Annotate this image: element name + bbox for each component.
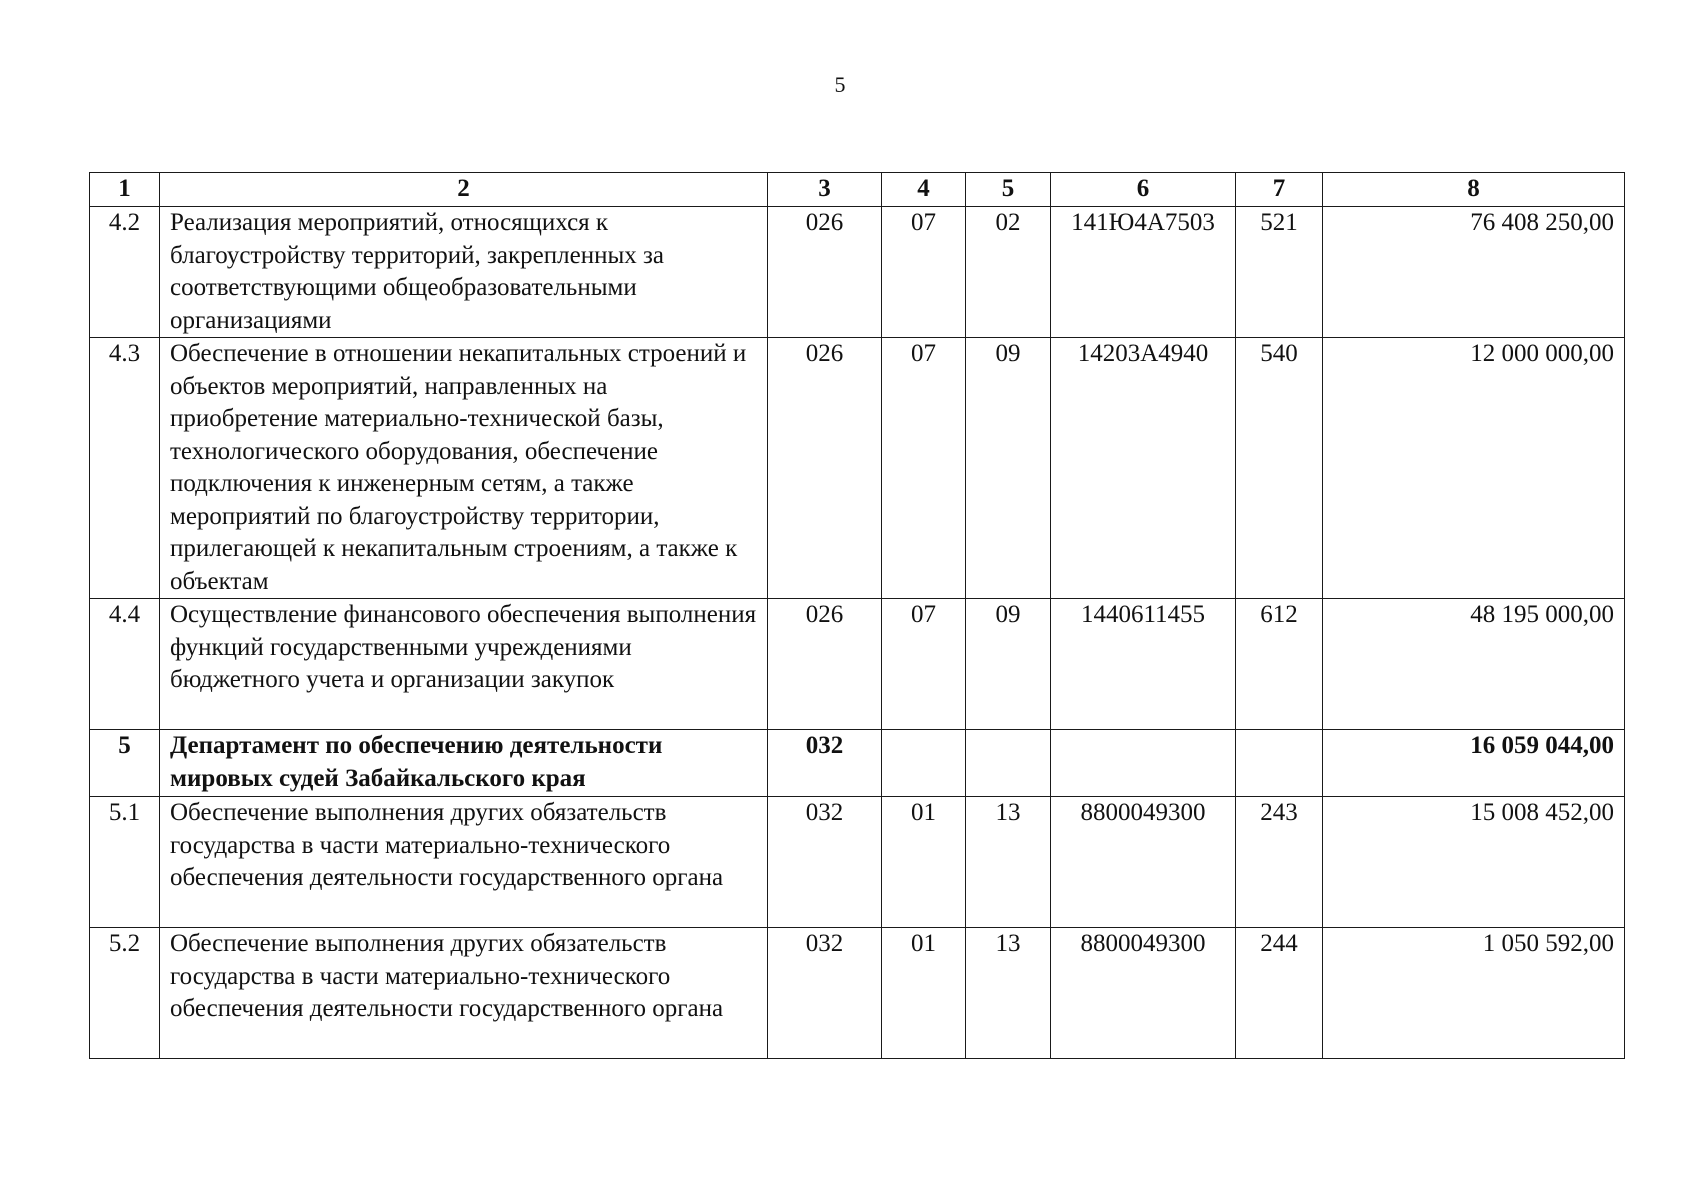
col7-code: 243 bbox=[1236, 797, 1323, 928]
col5-code bbox=[966, 730, 1051, 797]
row-description: Департамент по обеспечению деятельности мировых судей Забайкальского края bbox=[160, 730, 768, 797]
col6-code: 1440611455 bbox=[1051, 599, 1236, 730]
row-number: 4.3 bbox=[90, 338, 160, 599]
col7-code: 521 bbox=[1236, 207, 1323, 338]
header-cell-8: 8 bbox=[1323, 173, 1625, 207]
row-number: 5 bbox=[90, 730, 160, 797]
row-amount: 76 408 250,00 bbox=[1323, 207, 1625, 338]
col6-code: 14203А4940 bbox=[1051, 338, 1236, 599]
table-header-row bbox=[90, 173, 1625, 207]
col4-code bbox=[882, 730, 966, 797]
col4-code: 01 bbox=[882, 928, 966, 1059]
row-description: Обеспечение в отношении некапитальных строений и объектов мероприятий, направленных на приобретение материально-технической базы, технологического оборудования, обеспечение подключения к инженерным сетям, а также мероприятий по благоустройству территории, прилегающей к некапитальным строениям, а также к объектам bbox=[160, 338, 768, 599]
header-cell-1: 1 bbox=[90, 173, 160, 207]
budget-table bbox=[89, 172, 1625, 1059]
col7-code: 612 bbox=[1236, 599, 1323, 730]
header-cell-6: 6 bbox=[1051, 173, 1236, 207]
row-number: 5.2 bbox=[90, 928, 160, 1059]
table-row-section bbox=[90, 730, 1625, 797]
col7-code bbox=[1236, 730, 1323, 797]
page-number: 5 bbox=[834, 72, 846, 97]
table-row bbox=[90, 928, 1625, 1059]
header-cell-2: 2 bbox=[160, 173, 768, 207]
col6-code bbox=[1051, 730, 1236, 797]
col3-code: 026 bbox=[768, 338, 882, 599]
row-amount: 1 050 592,00 bbox=[1323, 928, 1625, 1059]
col4-code: 07 bbox=[882, 207, 966, 338]
col3-code: 032 bbox=[768, 730, 882, 797]
col6-code: 8800049300 bbox=[1051, 797, 1236, 928]
col6-code: 141Ю4А7503 bbox=[1051, 207, 1236, 338]
col5-code: 02 bbox=[966, 207, 1051, 338]
row-description: Обеспечение выполнения других обязательств государства в части материально-технического обеспечения деятельности государственного органа bbox=[160, 797, 768, 928]
col6-code: 8800049300 bbox=[1051, 928, 1236, 1059]
table-row bbox=[90, 338, 1625, 599]
col5-code: 13 bbox=[966, 797, 1051, 928]
col7-code: 244 bbox=[1236, 928, 1323, 1059]
header-cell-5: 5 bbox=[966, 173, 1051, 207]
col4-code: 07 bbox=[882, 599, 966, 730]
row-amount: 15 008 452,00 bbox=[1323, 797, 1625, 928]
header-cell-3: 3 bbox=[768, 173, 882, 207]
row-amount: 12 000 000,00 bbox=[1323, 338, 1625, 599]
row-description: Осуществление финансового обеспечения выполнения функций государственными учреждениями бюджетного учета и организации закупок bbox=[160, 599, 768, 730]
row-number: 4.2 bbox=[90, 207, 160, 338]
col4-code: 07 bbox=[882, 338, 966, 599]
header-cell-4: 4 bbox=[882, 173, 966, 207]
row-number: 5.1 bbox=[90, 797, 160, 928]
header-cell-7: 7 bbox=[1236, 173, 1323, 207]
table-row bbox=[90, 797, 1625, 928]
table-row bbox=[90, 207, 1625, 338]
col3-code: 026 bbox=[768, 599, 882, 730]
col5-code: 13 bbox=[966, 928, 1051, 1059]
col3-code: 032 bbox=[768, 797, 882, 928]
table-row bbox=[90, 599, 1625, 730]
col3-code: 026 bbox=[768, 207, 882, 338]
row-number: 4.4 bbox=[90, 599, 160, 730]
col3-code: 032 bbox=[768, 928, 882, 1059]
col4-code: 01 bbox=[882, 797, 966, 928]
row-description: Обеспечение выполнения других обязательств государства в части материально-технического обеспечения деятельности государственного органа bbox=[160, 928, 768, 1059]
col5-code: 09 bbox=[966, 599, 1051, 730]
col5-code: 09 bbox=[966, 338, 1051, 599]
row-description: Реализация мероприятий, относящихся к благоустройству территорий, закрепленных за соответствующими общеобразовательными организациями bbox=[160, 207, 768, 338]
col7-code: 540 bbox=[1236, 338, 1323, 599]
row-amount: 16 059 044,00 bbox=[1323, 730, 1625, 797]
row-amount: 48 195 000,00 bbox=[1323, 599, 1625, 730]
